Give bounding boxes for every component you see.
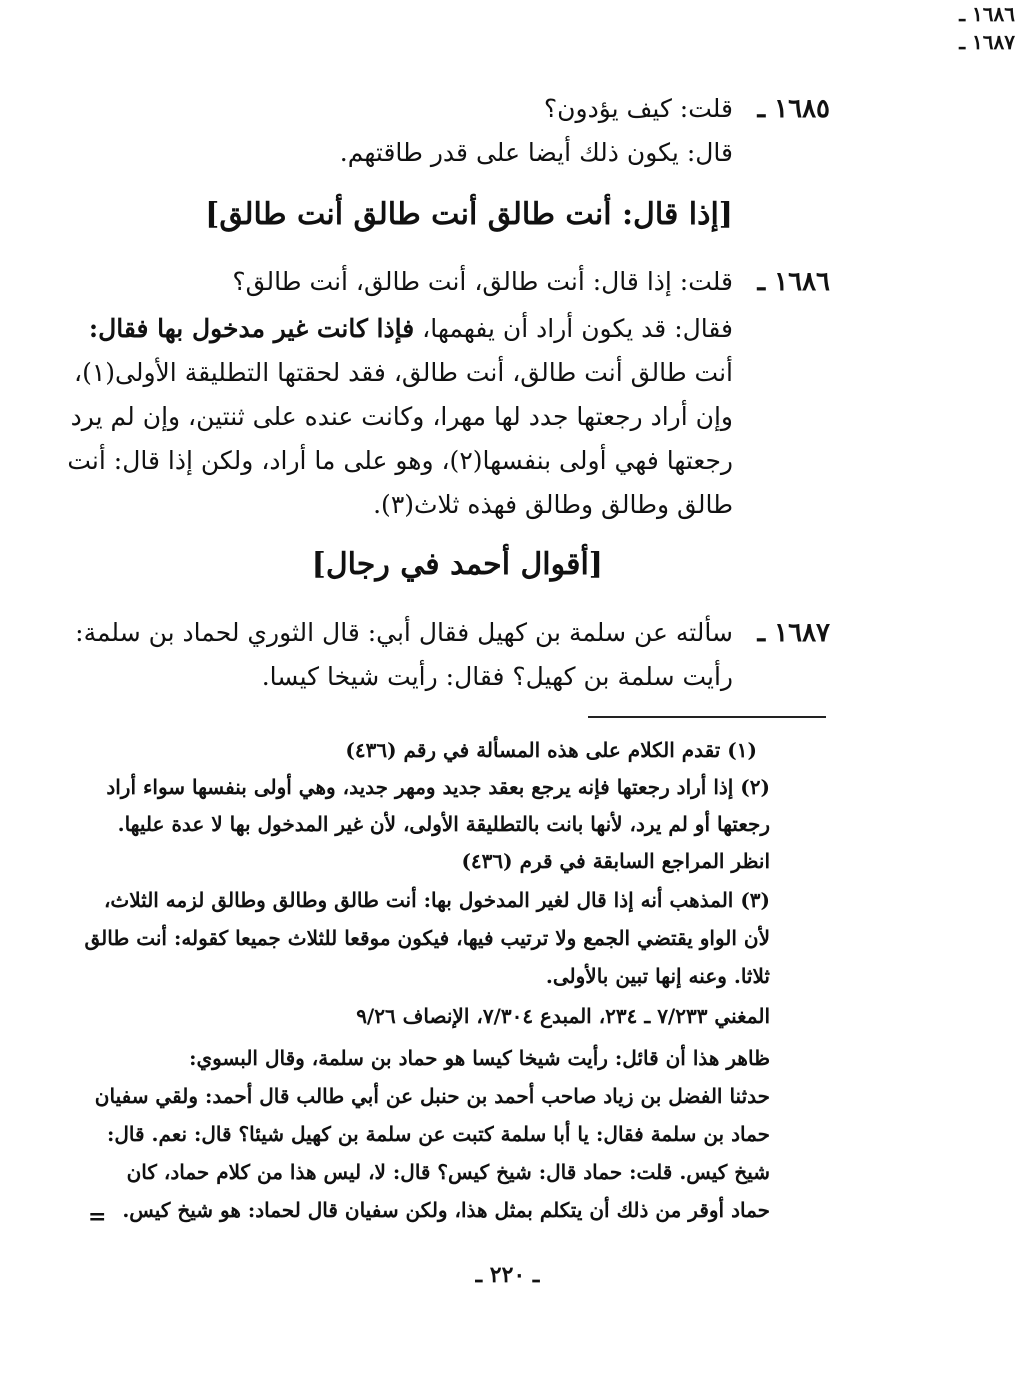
- footnote-3-line-2: لأن الواو يقتضي الجمع ولا ترتيب فيها، فيكون موقعا للثلاث جميعا كقوله: أنت طالق: [84, 926, 770, 950]
- footnote-4-line-4: شيخ كيس. قلت: حماد قال: شيخ كيس؟ قال: لا، ليس هذا من كلام حماد، كان: [126, 1160, 770, 1184]
- footnote-references: المغني ٧/٢٣٣ ـ ٢٣٤، المبدع ٧/٣٠٤، الإنصاف ٩/٢٦: [356, 1004, 770, 1028]
- entry-1686-line-5: رجعتها فهي أولى بنفسها(٢)، وهو على ما أراد، ولكن إذا قال: أنت: [67, 446, 733, 475]
- footnote-number-1687: ١٦٨٧ ـ: [959, 30, 1015, 54]
- footnote-2-line-1: (٢) إذا أراد رجعتها فإنه يرجع بعقد جديد ومهر جديد، وهي أولى بنفسها سواء أراد: [106, 775, 770, 799]
- section-heading-rijal: [أقوال أحمد في رجال]: [311, 547, 603, 582]
- footnote-3-line-1: (٣) المذهب أنه إذا قال لغير المدخول بها: أنت طالق وطالق وطالق لزمه الثلاث،: [103, 888, 770, 912]
- section-heading-talaq: [إذا قال: أنت طالق أنت طالق أنت طالق]: [205, 197, 733, 232]
- footnote-4-line-5: حماد أوقر من ذلك أن يتكلم بمثل هذا، ولكن سفيان قال لحماد: هو شيخ كيس.: [122, 1198, 770, 1222]
- footnote-2-line-2: رجعتها أو لم يرد، لأنها بانت بالتطليقة الأولى، لأن غير المدخول بها لا عدة عليها.: [117, 812, 770, 836]
- footnote-1: (١) تقدم الكلام على هذه المسألة في رقم (٤٣٦): [345, 738, 757, 762]
- footnote-4-line-2: حدثنا الفضل بن زياد صاحب أحمد بن حنبل عن أبي طالب قال أحمد: ولقي سفيان: [94, 1084, 770, 1108]
- entry-number-1685: ١٦٨٥ ـ: [757, 94, 830, 124]
- entry-1685-line-2: قال: يكون ذلك أيضا على قدر طاقتهم.: [339, 138, 733, 167]
- entry-1686-line-1: قلت: إذا قال: أنت طالق، أنت طالق، أنت طالق؟: [232, 267, 733, 296]
- entry-1686-line-3: أنت طالق أنت طالق، أنت طالق، فقد لحقتها التطليقة الأولى(١)،: [74, 358, 733, 387]
- footnote-4-line-3: حماد بن سلمة فقال: يا أبا سلمة كتبت عن سلمة بن كهيل شيئا؟ قال: نعم. قال:: [107, 1122, 770, 1146]
- entry-1686-line-6: طالق وطالق وطالق فهذه ثلاث(٣).: [373, 490, 733, 519]
- entry-1687-line-2: رأيت سلمة بن كهيل؟ فقال: رأيت شيخا كيسا.: [261, 662, 733, 691]
- footnote-number-1686: ١٦٨٦ ـ: [959, 2, 1015, 26]
- entry-1686-line-2-text: فقال: قد يكون أراد أن يفهمها،: [422, 314, 733, 343]
- page-number: ـ ٢٢٠ ـ: [475, 1262, 540, 1288]
- footnote-2-line-3: انظر المراجع السابقة في قرم (٤٣٦): [461, 849, 770, 873]
- continuation-mark: =: [88, 1204, 107, 1230]
- footnote-4-line-1: ظاهر هذا أن قائل: رأيت شيخا كيسا هو حماد بن سلمة، وقال البسوي:: [189, 1046, 770, 1070]
- footnote-separator: [588, 716, 826, 718]
- entry-1686-line-4: وإن أراد رجعتها جدد لها مهرا، وكانت عنده على ثنتين، وإن لم يرد: [70, 402, 733, 431]
- footnote-3-line-3: ثلاثا. وعنه إنها تبين بالأولى.: [545, 964, 770, 988]
- entry-number-1686: ١٦٨٦ ـ: [757, 267, 830, 297]
- entry-1687-line-1: سألته عن سلمة بن كهيل فقال أبي: قال الثوري لحماد بن سلمة:: [75, 618, 733, 647]
- entry-1686-bold-phrase: فإذا كانت غير مدخول بها فقال:: [88, 314, 415, 343]
- entry-number-1687: ١٦٨٧ ـ: [757, 618, 830, 648]
- entry-1686-line-2: [89, 312, 733, 346]
- entry-1685-line-1: قلت: كيف يؤدون؟: [543, 94, 733, 123]
